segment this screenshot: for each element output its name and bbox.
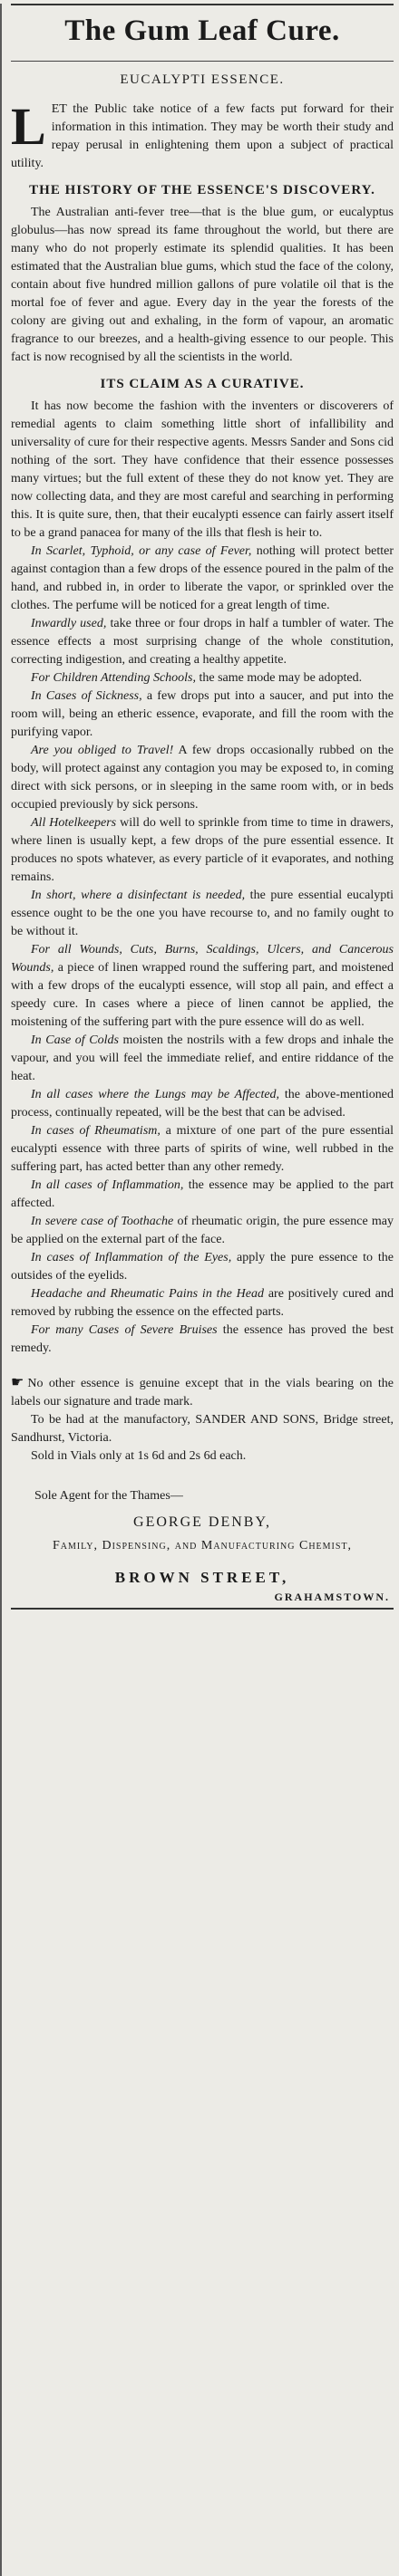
use-lead: Are you obliged to Travel! [31, 744, 174, 757]
history-heading: THE HISTORY OF THE ESSENCE'S DISCOVERY. [29, 183, 375, 197]
use-lead: In Cases of Sickness, [31, 689, 142, 703]
use-paragraph [11, 669, 394, 687]
use-lead: In severe case of Toothache [31, 1215, 174, 1228]
use-text: nothing will protect better against contagion than a few drops of the essence poured in the palm of the hand, and rubbed in, in order to liberate the vapor, or sprinkled over the clothes. The perfume will be noticed for a great length of time. [11, 544, 394, 612]
drop-cap: L [11, 97, 46, 156]
use-text: take three or four drops in half a tumbler of water. The essence effects a most surprising change of the whole constitution, correcting indigestion, and creating a healthy appetite. [11, 617, 394, 667]
genuine-notice-text: No other essence is genuine except that in the vials bearing on the labels our signature and trade mark. [11, 1377, 394, 1408]
agent-role: Family, Dispensing, and Manufacturing Chemist, [52, 1539, 353, 1552]
title-rule [11, 61, 394, 62]
use-paragraph [11, 887, 394, 941]
use-paragraph [11, 687, 394, 742]
use-paragraph [11, 1122, 394, 1177]
use-text: apply the pure essence to the outsides of the eyelids. [11, 1251, 394, 1283]
use-text: A few drops occasionally rubbed on the body, will protect against any contagion you may be exposed to, in coming direct with sick persons, or in sleeping in the same room with, or in beds occupied previously by sick persons. [11, 744, 394, 812]
claim-text: It has now become the fashion with the inventers or discoverers of remedial agents to claim something little short of infallibility and universality of cure for their respective agents. Messrs Sander and Sons cid nothing of the sort. They have confidence that their essence possesses many virtues; but the full extent of these they do not know yet. They are now collecting data, and they are most careful and searching in performing this. It is quite sure, then, that their eucalypti essence can fairly assert itself to be a grand panacea for many of the ills that flesh is heir to. [11, 399, 394, 540]
claim-heading: ITS CLAIM AS A CURATIVE. [100, 377, 305, 391]
use-text: the essence may be applied to the part affected. [11, 1178, 394, 1210]
use-text: a few drops put into a saucer, and put into the room will, being an etheric essence, evaporate, and fill the room with the purifying vapor. [11, 689, 394, 739]
use-lead: All Hotelkeepers [31, 816, 117, 830]
use-lead: Inwardly used, [31, 617, 107, 630]
intro-text: ET the Public take notice of a few facts put forward for their information in this intimation. They may be worth their study and repay perusal in enlightening them upon a subject of practical utility. [11, 102, 394, 170]
use-text: the above-mentioned process, continually repeated, will be the best that can be advised. [11, 1088, 394, 1120]
use-paragraph [11, 1322, 394, 1358]
use-paragraph [11, 1032, 394, 1086]
use-text: the essence has proved the best remedy. [11, 1323, 394, 1355]
use-paragraph [11, 1285, 394, 1322]
use-lead: In all cases where the Lungs may be Affected, [31, 1088, 280, 1101]
genuine-notice [11, 1374, 394, 1411]
manufactory-line: To be had at the manufactory, SANDER AND SONS, Bridge street, Sandhurst, Victoria. [11, 1413, 394, 1445]
intro-paragraph [11, 97, 394, 173]
agent-town: GRAHAMSTOWN. [274, 1591, 390, 1603]
use-lead: For all Wounds, Cuts, Burns, Scaldings, Ulcers, and Cancerous Wounds, [11, 943, 394, 975]
use-paragraph [11, 814, 394, 887]
use-paragraph [11, 1086, 394, 1122]
use-text: the pure essential eucalypti essence ought to be the one you have recourse to, and no family ought to be without it. [11, 889, 394, 938]
bottom-rule [11, 1608, 394, 1610]
use-lead: In Scarlet, Typhoid, or any case of Fever, [31, 544, 252, 558]
use-text: of rheumatic origin, the pure essence may be applied on the external part of the face. [11, 1215, 394, 1246]
ad-subtitle: EUCALYPTI ESSENCE. [120, 72, 285, 87]
use-lead: Headache and Rheumatic Pains in the Head [31, 1287, 264, 1301]
use-text: a piece of linen wrapped round the suffering part, and moistened with a few drops of the eucalypti essence, will stop all pain, and effect a speedy cure. In cases where a piece of linen cannot be applied, the moistening of the suffering part with the pure essence will do as well. [11, 961, 394, 1029]
use-text: a mixture of one part of the pure essential eucalypti essence with three parts of spirits of wine, well rubbed in the suffering part, has acted better than any other remedy. [11, 1124, 394, 1174]
use-text: are positively cured and removed by rubbing the essence on the effected parts. [11, 1287, 394, 1319]
use-paragraph [11, 1177, 394, 1213]
agent-line: Sole Agent for the Thames— [34, 1489, 183, 1503]
closing-notes [11, 1374, 394, 1466]
use-paragraph [11, 615, 394, 669]
uses-list [11, 543, 394, 1358]
use-lead: In cases of Inflammation of the Eyes, [31, 1251, 232, 1264]
use-text: the same mode may be adopted. [196, 671, 363, 685]
use-paragraph [11, 1249, 394, 1285]
use-lead: For many Cases of Severe Bruises [31, 1323, 218, 1337]
price-line: Sold in Vials only at 1s 6d and 2s 6d each. [31, 1449, 247, 1463]
agent-name: GEORGE DENBY, [133, 1514, 271, 1530]
use-paragraph [11, 543, 394, 615]
use-paragraph [11, 941, 394, 1032]
history-text: The Australian anti-fever tree—that is the blue gum, or eucalyptus globulus—has now spread its fame throughout the world, but there are many who do not properly estimate its splendid qualities. It has been estimated that the Australian blue gums, which stud the face of the colony, contain about five hundred million gallons of pure volatile oil that is the mortal foe of fever and ague. Every day in the year the forests of the colony are giving out and exhaling, in the form of vapour, an aromatic fragrance to our breezes, and a health-giving essence to our people. This fact is now recognised by all the scientists in the world. [11, 206, 394, 364]
pointing-hand-icon: ☛ [11, 1375, 24, 1390]
use-lead: In all cases of Inflammation, [31, 1178, 184, 1192]
use-paragraph [11, 742, 394, 814]
use-lead: For Children Attending Schools, [31, 671, 196, 685]
use-paragraph [11, 1213, 394, 1249]
advertisement-column [0, 4, 399, 2576]
use-text: will do well to sprinkle from time to time in drawers, where linen is usually kept, a few drops of the pure essential essence. It produces no spots whatever, as every particle of it evaporates, and nothing remains. [11, 816, 394, 884]
top-rule [11, 4, 394, 5]
use-lead: In short, where a disinfectant is needed, [31, 889, 246, 902]
use-lead: In cases of Rheumatism, [31, 1124, 161, 1138]
use-lead: In Case of Colds [31, 1033, 119, 1047]
use-text: moisten the nostrils with a few drops and inhale the vapour, and you will feel the immediate relief, and entire riddance of the heat. [11, 1033, 394, 1083]
agent-street: BROWN STREET, [114, 1569, 290, 1586]
ad-title: The Gum Leaf Cure. [64, 14, 340, 47]
